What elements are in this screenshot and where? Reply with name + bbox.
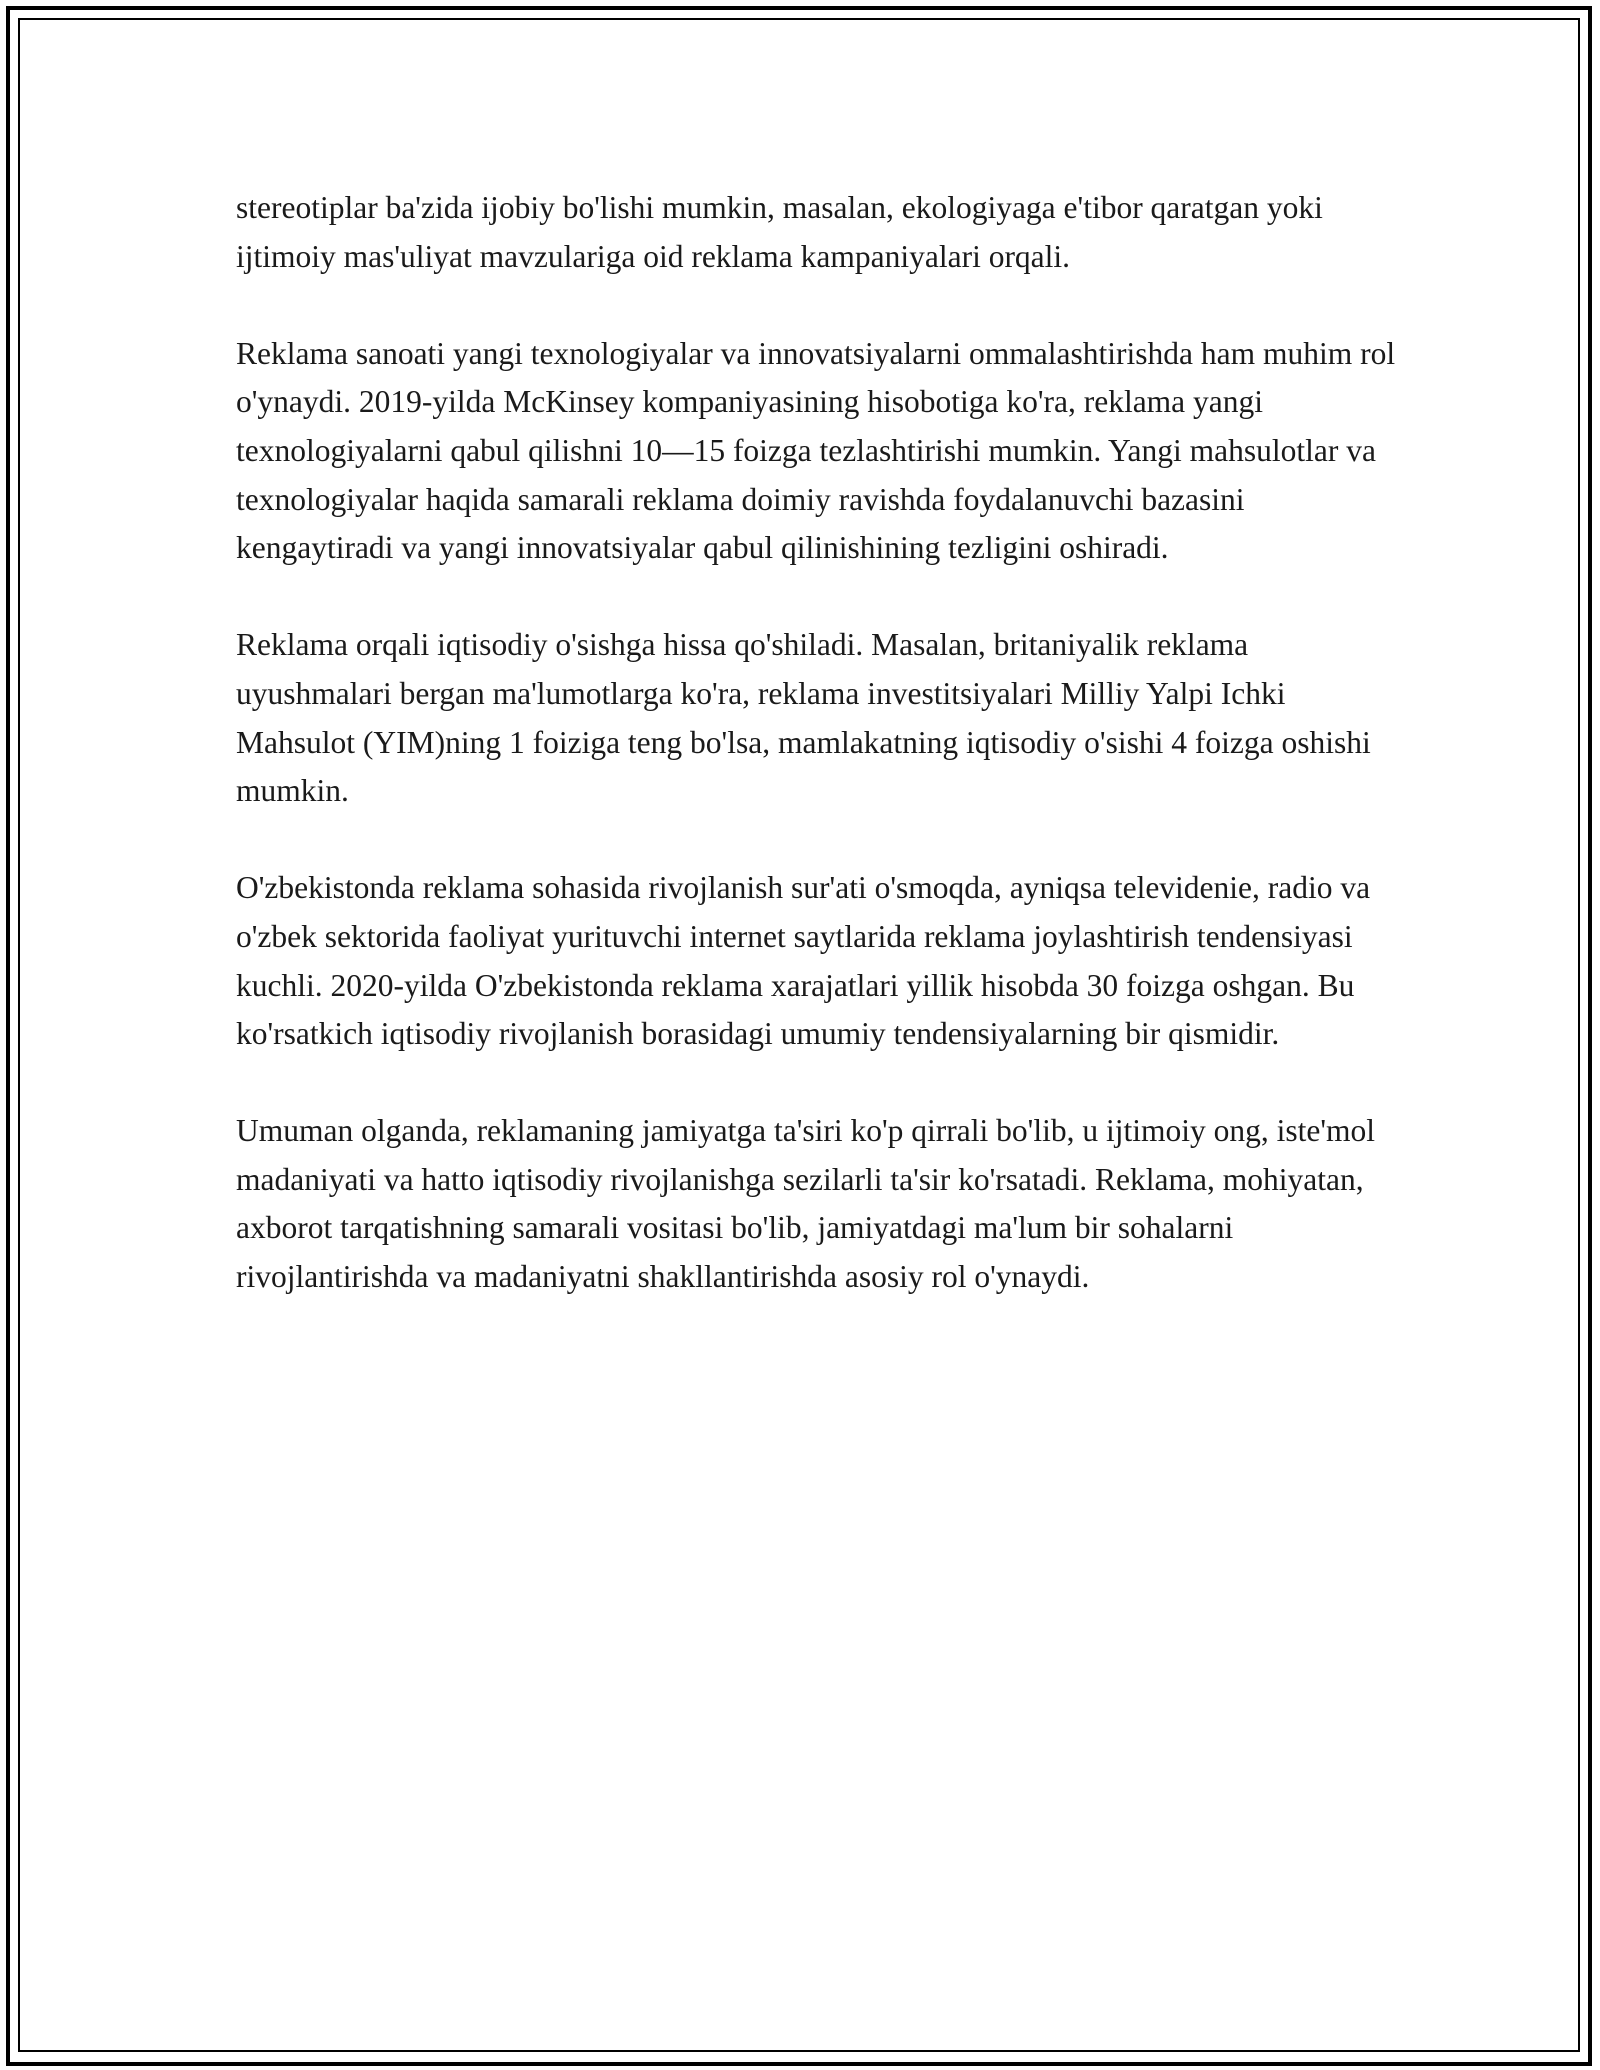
paragraph-technology: Reklama sanoati yangi texnologiyalar va innovatsiyalarni ommalashtirishda ham muhim rol o'ynaydi. 2019-yilda McKinsey kompaniyasining hisobotiga ko'ra, reklama yangi texnologiyalarni qabul qilishni 10—15 foizga tezlashtirishi mumkin. Yangi mahsulotlar va texnologiyalar haqida samarali reklama doimiy ravishda foydalanuvchi bazasini kengaytiradi va yangi innovatsiyalar qabul qilinishining tezligini oshiradi. bbox=[236, 335, 1396, 566]
paragraph-economic-growth: Reklama orqali iqtisodiy o'sishga hissa qo'shiladi. Masalan, britaniyalik reklama uyushmalari bergan ma'lumotlarga ko'ra, reklama investitsiyalari Milliy Yalpi Ichki Mahsulot (YIM)ning 1 foiziga teng bo'lsa, mamlakatning iqtisodiy o'sishi 4 foizga oshishi mumkin. bbox=[236, 627, 1371, 809]
paragraph-uzbekistan: O'zbekistonda reklama sohasida rivojlanish sur'ati o'smoqda, ayniqsa televidenie, radio va o'zbek sektorida faoliyat yurituvchi internet saytlarida reklama joylashtirish tendensiyasi kuchli. 2020-yilda O'zbekistonda reklama xarajatlari yillik hisobda 30 foizga oshgan. Bu ko'rsatkich iqtisodiy rivojlanish borasidagi umumiy tendensiyalarning bir qismidir. bbox=[236, 870, 1371, 1052]
paragraph-stereotypes: stereotiplar ba'zida ijobiy bo'lishi mumkin, masalan, ekologiyaga e'tibor qaratgan yoki ijtimoiy mas'uliyat mavzulariga oid reklama kampaniyalari orqali. bbox=[236, 190, 1323, 274]
document-body bbox=[236, 184, 1396, 1302]
paragraph-conclusion: Umuman olganda, reklamaning jamiyatga ta'siri ko'p qirrali bo'lib, u ijtimoiy ong, iste'mol madaniyati va hatto iqtisodiy rivojlanishga sezilarli ta'sir ko'rsatadi. Reklama, mohiyatan, axborot tarqatishning samarali vositasi bo'lib, jamiyatdagi ma'lum bir sohalarni rivojlantirishda va madaniyatni shakllantirishda asosiy rol o'ynaydi. bbox=[236, 1113, 1375, 1295]
